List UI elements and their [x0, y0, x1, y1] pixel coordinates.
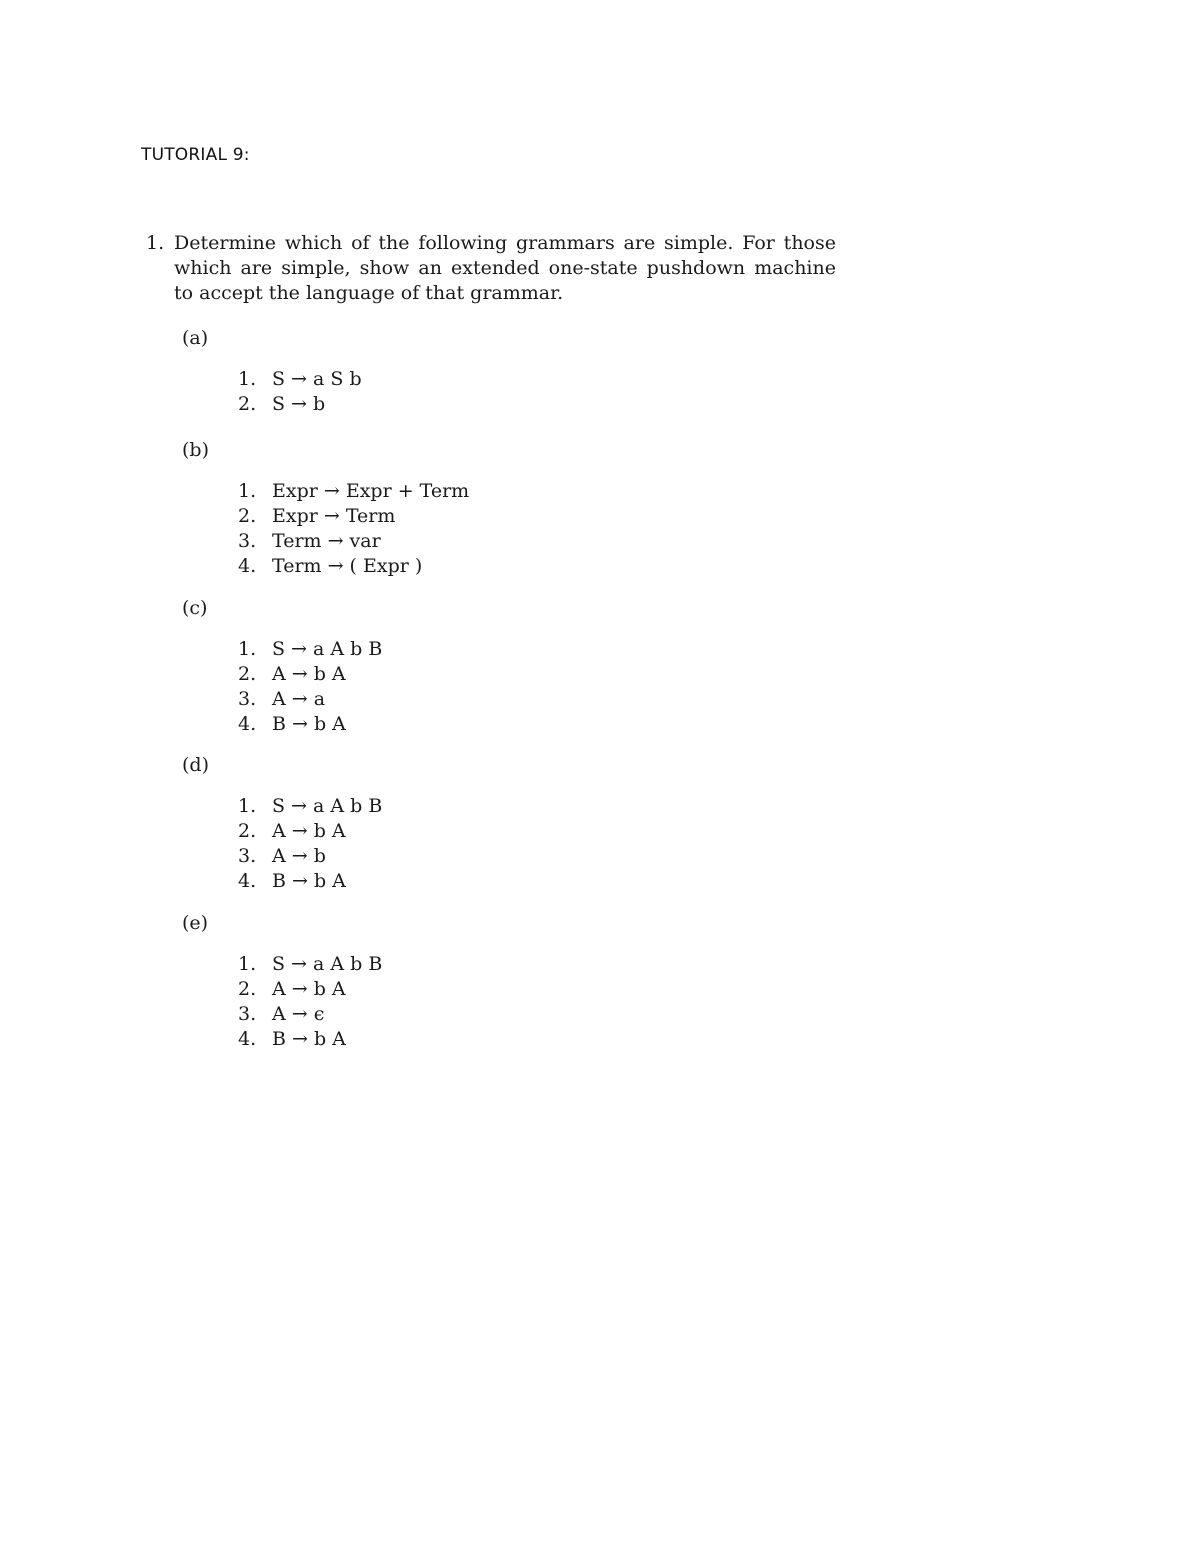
part-label: (d) [182, 754, 209, 776]
rule-number: 2. [238, 820, 257, 842]
rule-text: S → a A b B [272, 638, 383, 660]
page-heading: TUTORIAL 9: [141, 145, 250, 165]
grammar-rule [238, 977, 382, 1002]
grammar-rule [238, 504, 469, 529]
rule-number: 3. [238, 1003, 257, 1025]
rule-text: S → a A b B [272, 953, 383, 975]
grammar-rule [238, 869, 382, 894]
rule-text: B → b A [272, 1028, 346, 1050]
grammar-rule [238, 367, 362, 392]
grammar-rule [238, 794, 382, 819]
rule-number: 3. [238, 688, 257, 710]
rule-text: A → b [272, 845, 326, 867]
rule-text: S → a S b [272, 368, 362, 390]
rule-number: 4. [238, 870, 257, 892]
rule-number: 2. [238, 978, 257, 1000]
rule-text: S → a A b B [272, 795, 383, 817]
rule-number: 3. [238, 530, 257, 552]
rule-text: A → b A [272, 820, 346, 842]
grammar-rule [238, 819, 382, 844]
rule-number: 3. [238, 845, 257, 867]
rule-text: A → ϵ [272, 1003, 325, 1025]
grammar-rule [238, 529, 469, 554]
grammar-rule [238, 637, 382, 662]
grammar-rules [238, 952, 382, 1052]
part-c [182, 596, 382, 737]
rule-text: S → b [272, 393, 326, 415]
part-label: (a) [182, 327, 209, 349]
part-label: (c) [182, 597, 208, 619]
rule-text: B → b A [272, 870, 346, 892]
grammar-rule [238, 662, 382, 687]
grammar-rule [238, 1027, 382, 1052]
grammar-rules [238, 367, 362, 417]
rule-number: 2. [238, 663, 257, 685]
rule-number: 4. [238, 713, 257, 735]
rule-text: Expr → Term [272, 505, 396, 527]
question-1 [146, 231, 846, 306]
rule-text: Term → ( Expr ) [272, 555, 423, 577]
part-e [182, 911, 382, 1052]
part-label: (b) [182, 439, 209, 461]
rule-number: 2. [238, 505, 257, 527]
grammar-rule [238, 479, 469, 504]
rule-number: 2. [238, 393, 257, 415]
rule-text: Term → var [272, 530, 381, 552]
grammar-rule [238, 844, 382, 869]
question-text: Determine which of the following grammars are simple. For those which are simple, show an extended one-state pushdown machine to accept the language of that grammar. [174, 232, 836, 304]
rule-text: A → a [272, 688, 326, 710]
rule-number: 1. [238, 368, 257, 390]
part-d [182, 753, 382, 894]
rule-number: 1. [238, 638, 257, 660]
grammar-rules [238, 479, 469, 579]
grammar-rule [238, 687, 382, 712]
question-number: 1. [146, 232, 165, 254]
part-label: (e) [182, 912, 209, 934]
grammar-rules [238, 794, 382, 894]
grammar-rule [238, 952, 382, 977]
grammar-rule [238, 712, 382, 737]
rule-text: A → b A [272, 978, 346, 1000]
rule-text: A → b A [272, 663, 346, 685]
rule-number: 4. [238, 1028, 257, 1050]
rule-number: 1. [238, 953, 257, 975]
grammar-rule [238, 554, 469, 579]
part-a [182, 326, 362, 417]
grammar-rule [238, 392, 362, 417]
part-b [182, 438, 469, 579]
rule-text: Expr → Expr + Term [272, 480, 470, 502]
rule-number: 4. [238, 555, 257, 577]
grammar-rule [238, 1002, 382, 1027]
rule-text: B → b A [272, 713, 346, 735]
rule-number: 1. [238, 795, 257, 817]
grammar-rules [238, 637, 382, 737]
rule-number: 1. [238, 480, 257, 502]
